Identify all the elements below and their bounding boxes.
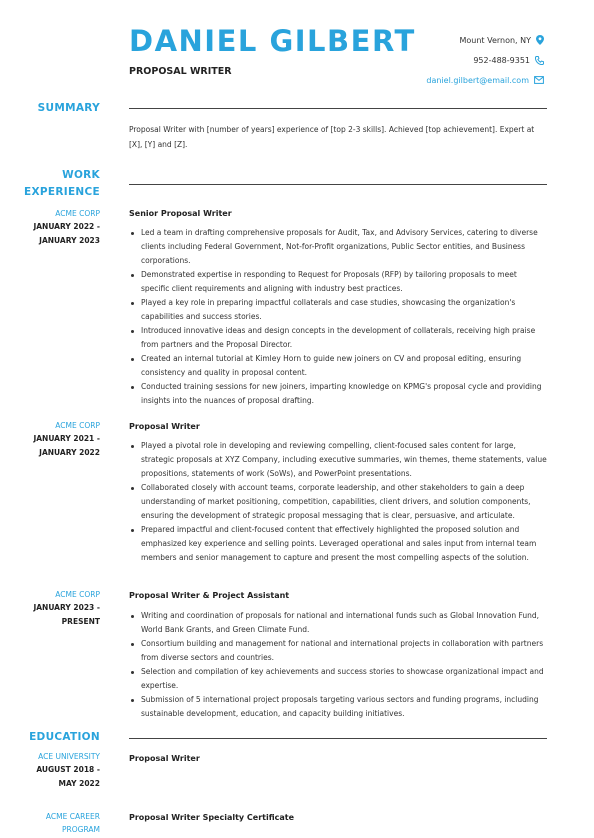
contact-phone bbox=[426, 50, 544, 70]
section-title-work-line2: EXPERIENCE bbox=[24, 186, 100, 198]
date-end: JANUARY 2022 bbox=[39, 447, 100, 457]
job-bullets bbox=[129, 439, 547, 565]
bullet-item: Writing and coordination of proposals for national and international funds such as Global Innovation Fund, World Bank Grants, and Green Climate Fund. bbox=[129, 609, 547, 637]
candidate-name: DANIEL GILBERT bbox=[129, 24, 416, 58]
date-start: JANUARY 2022 - bbox=[33, 222, 100, 231]
school-name-line2: PROGRAM bbox=[62, 825, 100, 834]
education-dates bbox=[10, 763, 100, 790]
summary-text: Proposal Writer with [number of years] experience of [top 2-3 skills]. Achieved [top achievement]. Expert at [X], [Y] and [Z]. bbox=[129, 125, 535, 149]
job-meta bbox=[10, 588, 100, 628]
job-dates bbox=[10, 432, 100, 459]
bullet-item: Introduced innovative ideas and design concepts in the development of collaterals, receiving high praise from partners and the Proposal Director. bbox=[129, 324, 547, 352]
company-name: ACME CORP bbox=[55, 590, 100, 599]
bullet-item: Selection and compilation of key achievements and success stories to showcase organizational impact and expertise. bbox=[129, 665, 547, 693]
education-meta bbox=[10, 810, 100, 836]
bullet-item: Played a pivotal role in developing and reviewing compelling, client-focused sales content for large, strategic proposals at XYZ Company, including executive summaries, win themes, theme statements, value propositions, statements of work (SoWs), and PowerPoint presentations. bbox=[129, 439, 547, 481]
company-name: ACME CORP bbox=[55, 421, 100, 430]
envelope-icon bbox=[534, 76, 544, 84]
section-title-work-line1: WORK bbox=[62, 169, 100, 181]
job-dates bbox=[10, 601, 100, 628]
date-end: JANUARY 2023 bbox=[39, 235, 100, 245]
divider bbox=[129, 108, 547, 109]
date-end: MAY 2022 bbox=[58, 778, 100, 788]
bullet-item: Consortium building and management for national and international projects in collaboration with partners from diverse sectors and countries. bbox=[129, 637, 547, 665]
contact-block bbox=[426, 30, 544, 90]
degree-title: Proposal Writer Specialty Certificate bbox=[129, 813, 295, 822]
job-title: Senior Proposal Writer bbox=[129, 209, 232, 218]
date-end: PRESENT bbox=[61, 616, 100, 626]
bullet-item: Prepared impactful and client-focused content that effectively highlighted the proposed solution and emphasized key experience and selling points. Leveraged operational and sales input from internal team members and senior management to capture and present the most compelling aspects of the solution. bbox=[129, 523, 547, 565]
job-meta bbox=[10, 207, 100, 247]
date-start: AUGUST 2018 - bbox=[36, 765, 100, 774]
phone-icon bbox=[535, 56, 544, 65]
school-name: ACE UNIVERSITY bbox=[38, 752, 100, 761]
contact-location bbox=[426, 30, 544, 50]
contact-email[interactable] bbox=[426, 70, 544, 90]
job-bullets bbox=[129, 226, 547, 408]
bullet-item: Collaborated closely with account teams, corporate leadership, and other stakeholders to gain a deep understanding of market positioning, competition, capabilities, client drivers, and solution components, ensuring the development of strategic proposal messaging that is clear, persuasive, and articulate. bbox=[129, 481, 547, 523]
candidate-role: PROPOSAL WRITER bbox=[129, 66, 232, 77]
bullet-item: Created an internal tutorial at Kimley Horn to guide new joiners on CV and proposal editing, ensuring consistency and quality in proposal content. bbox=[129, 352, 547, 380]
bullet-item: Conducted training sessions for new joiners, imparting knowledge on KPMG's proposal cycle and providing insights into the nuances of proposal drafting. bbox=[129, 380, 547, 408]
bullet-item: Led a team in drafting comprehensive proposals for Audit, Tax, and Advisory Services, catering to diverse clients including Federal Government, Not-for-Profit organizations, Public Sector entities, and Business corporations. bbox=[129, 226, 547, 268]
school-name-line1: ACME CAREER bbox=[45, 812, 100, 821]
bullet-item: Played a key role in preparing impactful collaterals and case studies, showcasing the organization's capabilities and success stories. bbox=[129, 296, 547, 324]
section-title-education: EDUCATION bbox=[29, 731, 100, 743]
location-pin-icon bbox=[536, 35, 544, 45]
section-title-summary: SUMMARY bbox=[37, 102, 100, 114]
bullet-item: Demonstrated expertise in responding to Request for Proposals (RFP) by tailoring proposals to meet specific client requirements and aligning with industry best practices. bbox=[129, 268, 547, 296]
job-meta bbox=[10, 419, 100, 459]
job-title: Proposal Writer bbox=[129, 422, 200, 431]
education-meta bbox=[10, 750, 100, 790]
section-title-work bbox=[24, 167, 100, 201]
degree-title: Proposal Writer bbox=[129, 754, 200, 763]
job-title: Proposal Writer & Project Assistant bbox=[129, 591, 290, 600]
divider bbox=[129, 738, 547, 739]
bullet-item: Submission of 5 international project proposals targeting various sectors and funding programs, including sustainable development, education, and capacity building initiatives. bbox=[129, 693, 547, 721]
email-link[interactable]: daniel.gilbert@email.com bbox=[426, 75, 529, 85]
phone-text: 952-488-9351 bbox=[473, 55, 530, 65]
company-name: ACME CORP bbox=[55, 209, 100, 218]
divider bbox=[129, 184, 547, 185]
location-text: Mount Vernon, NY bbox=[459, 35, 531, 45]
date-start: JANUARY 2023 - bbox=[33, 603, 100, 612]
date-start: JANUARY 2021 - bbox=[33, 434, 100, 443]
job-dates bbox=[10, 220, 100, 247]
job-bullets bbox=[129, 609, 547, 721]
